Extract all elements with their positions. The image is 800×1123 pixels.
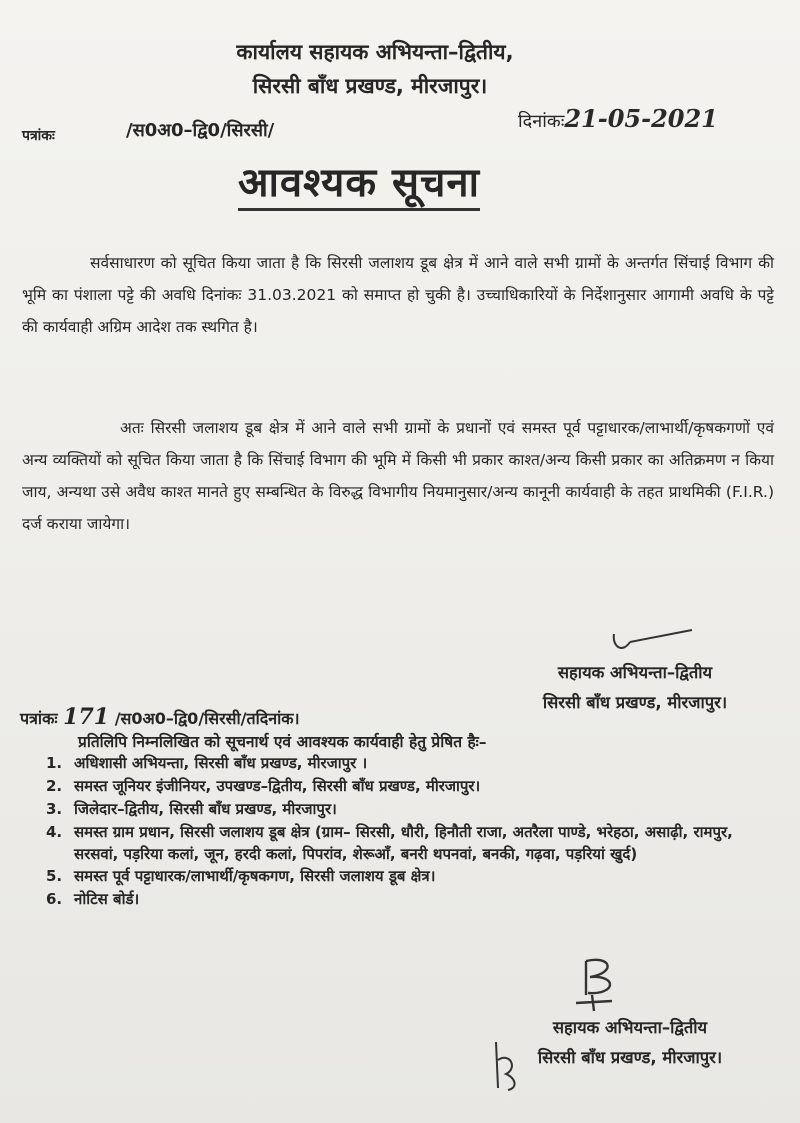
list-item-text: नोटिस बोर्ड।	[74, 890, 140, 908]
list-item-number: 6.	[46, 890, 63, 908]
date-label: दिनांकः	[518, 111, 565, 132]
list-item-number: 4.	[46, 823, 63, 841]
notice-paragraph-1: सर्वसाधारण को सूचित किया जाता है कि सिरसी जलाशय डूब क्षेत्र में आने वाले सभी ग्रामों के अन्तर्गत सिंचाई विभाग की भूमि का पंशाला पट्टे की अवधि दिनांकः 31.03.2021 को समाप्त हो चुकी है। उच्चाधिकारियों के निर्देशानुसार आगामी अवधि के पट्टे की कार्यवाही अग्रिम आदेश तक स्थगित है।	[22, 254, 774, 336]
notice-title: आवश्यक सूचना	[238, 160, 480, 211]
signature-block-bottom	[500, 1013, 760, 1073]
letter-no-value: /स0अ0–द्वि0/सिरसी/	[126, 120, 275, 141]
list-item-text: समस्त पूर्व पट्टाधारक/लाभार्थी/कृषकगण, सिरसी जलाशय डूब क्षेत्र।	[74, 867, 436, 885]
lower-ref-suffix: /स0अ0–द्वि0/सिरसी/तदिनांक।	[114, 709, 300, 728]
copy-list	[46, 752, 746, 911]
list-item	[46, 752, 746, 775]
list-item	[46, 798, 746, 821]
list-item-text: समस्त ग्राम प्रधान, सिरसी जलाशय डूब क्षेत्र (ग्राम– सिरसी, धौरी, हिनौती राजा, अतरैला पाण्डे, भरेहठा, असाढ़ी, रामपुर, सरसवां, पड़रिया कलां, जून, हरदी कलां, पिपरांव, शेरूआँ, बनरी थपनवां, बनकी, गढ़वा, पड़रियां खुर्द)	[74, 823, 733, 863]
letter-no-label: पत्रांकः	[22, 128, 55, 144]
signatory-designation: सहायक अभियन्ता–द्वितीय	[552, 1018, 708, 1037]
office-name: कार्यालय सहायक अभियन्ता–द्वितीय,	[236, 40, 514, 64]
list-item-text: जिलेदार–द्वितीय, सिरसी बाँध प्रखण्ड, मीरजापुर।	[74, 800, 337, 818]
signatory-office: सिरसी बाँध प्रखण्ड, मीरजापुर।	[537, 1048, 723, 1067]
date-value: 21-05-2021	[564, 104, 718, 133]
signature-block-top	[510, 658, 760, 718]
list-item-text: समस्त जूनियर इंजीनियर, उपखण्ड–द्वितीय, सिरसी बाँध प्रखण्ड, मीरजापुर।	[74, 777, 481, 795]
signature-mark-bottom	[572, 955, 632, 1015]
list-item-number: 1.	[46, 754, 63, 772]
lower-letter-ref	[20, 704, 300, 730]
list-item-number: 5.	[46, 867, 63, 885]
list-item	[46, 775, 746, 798]
list-item-text: अधिशासी अभियन्ता, सिरसी बाँध प्रखण्ड, मीरजापुर ।	[74, 754, 368, 772]
list-item-number: 2.	[46, 777, 63, 795]
signatory-designation: सहायक अभियन्ता–द्वितीय	[557, 663, 713, 682]
date-block	[518, 104, 718, 133]
signatory-office: सिरसी बाँध प्रखण्ड, मीरजापुर।	[542, 693, 728, 712]
lower-ref-label: पत्रांकः	[20, 709, 58, 728]
list-item	[46, 865, 746, 888]
copy-heading: प्रतिलिपि निम्नलिखित को सूचनार्थ एवं आवश्यक कार्यवाही हेतु प्रेषित हैः–	[78, 733, 487, 751]
list-item-number: 3.	[46, 800, 63, 818]
list-item	[46, 821, 746, 865]
lower-ref-number: 171	[63, 704, 110, 730]
notice-paragraph-2: अतः सिरसी जलाशय डूब क्षेत्र में आने वाले सभी ग्रामों के प्रधानों एवं समस्त पूर्व पट्टाधारक/लाभार्थी/कृषकगणों एवं अन्य व्यक्तियों को सूचित किया जाता है कि सिंचाई विभाग की भूमि में किसी भी प्रकार काश्त/अन्य किसी प्रकार का अतिक्रमण न किया जाय, अन्यथा उसे अवैध काश्त मानते हुए सम्बन्धित के विरुद्ध विभागीय नियमानुसार/अन्य कानूनी कार्यवाही के तहत प्राथमिकी (F.I.R.) दर्ज कराया जायेगा।	[22, 419, 774, 533]
list-item	[46, 888, 746, 911]
office-location: सिरसी बाँध प्रखण्ड, मीरजापुर।	[252, 74, 488, 98]
initials-mark	[488, 1038, 528, 1094]
